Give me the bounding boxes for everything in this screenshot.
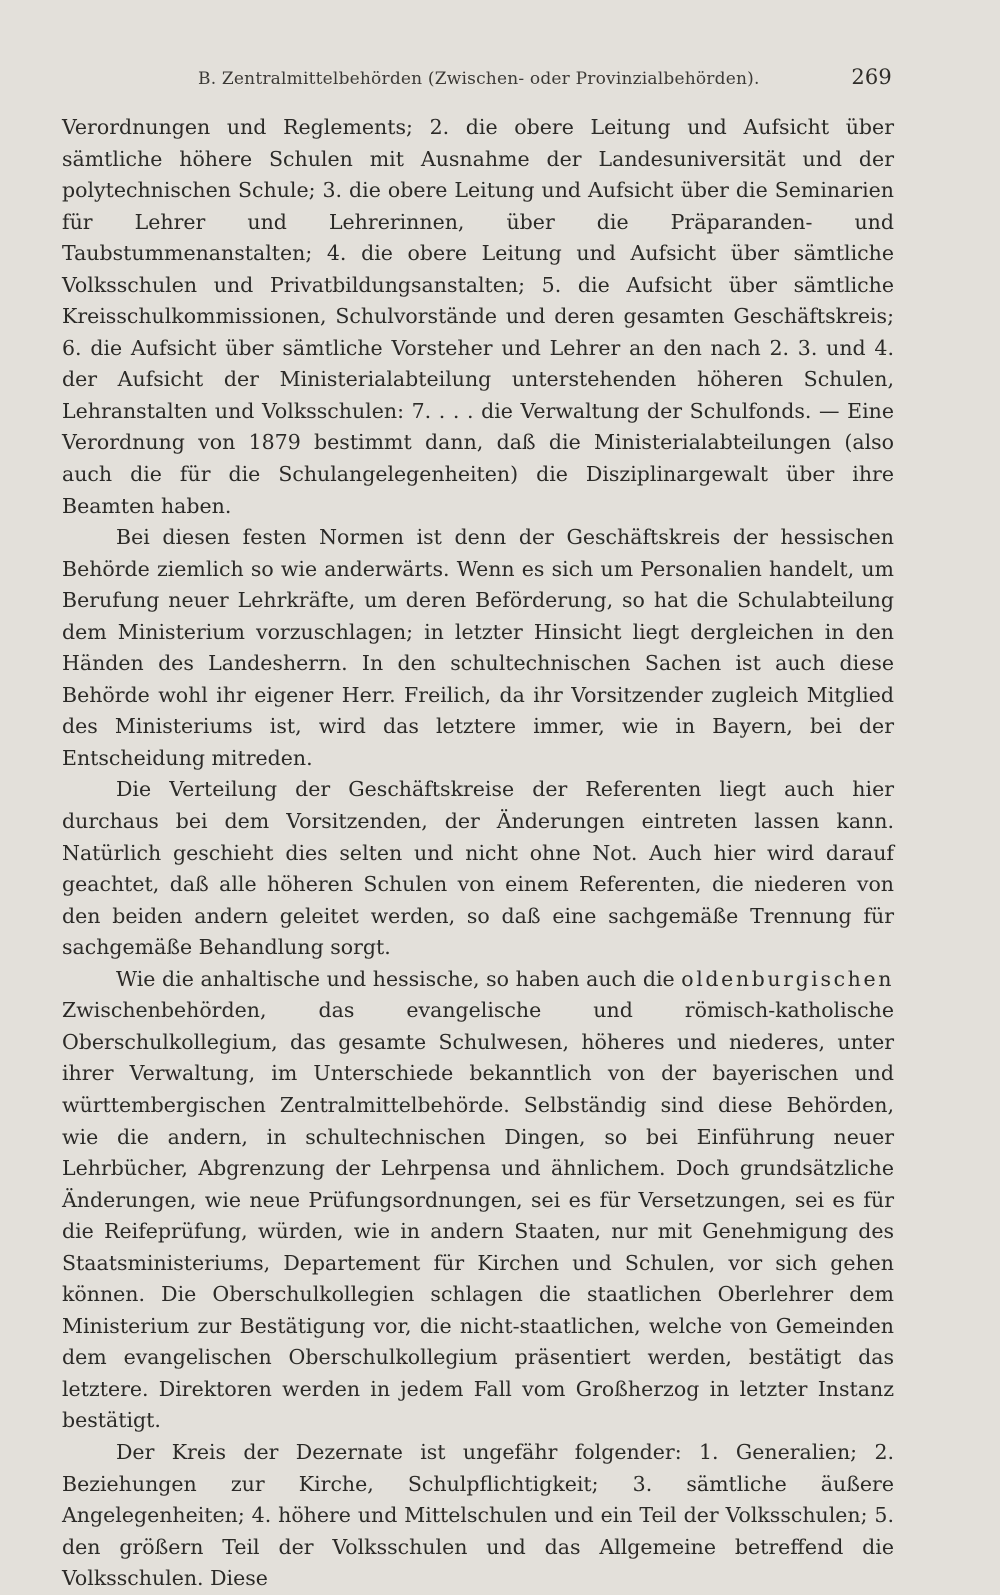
paragraph-3: Die Verteilung der Geschäftskreise der Referenten liegt auch hier durchaus bei dem Vorsitzenden, der Änderungen eintreten lassen kann. Natürlich geschieht dies selten und nicht ohne Not. Auch hier wird darauf geachtet, daß alle höheren Schulen von einem Referenten, die niederen von den beiden andern geleitet werden, so daß eine sachgemäße Trennung für sachgemäße Behandlung sorgt. [62, 777, 894, 960]
paragraph-1: Verordnungen und Reglements; 2. die obere Leitung und Aufsicht über sämtliche höhere Schulen mit Ausnahme der Landesuniversität und der polytechnischen Schule; 3. die obere Leitung und Aufsicht über die Seminarien für Lehrer und Lehrerinnen, über die Präparanden- und Taubstummenanstalten; 4. die obere Leitung und Aufsicht über sämtliche Volksschulen und Privatbildungsanstalten; 5. die Aufsicht über sämtliche Kreisschulkommissionen, Schulvorstände und deren gesamten Geschäftskreis; 6. die Aufsicht über sämtliche Vorsteher und Lehrer an den nach 2. 3. und 4. der Aufsicht der Ministerialabteilung unterstehenden höheren Schulen, Lehranstalten und Volksschulen: 7. . . . die Verwaltung der Schulfonds. — Eine Verordnung von 1879 bestimmt dann, daß die Ministerialabteilungen (also auch die für die Schulangelegenheiten) die Disziplinargewalt über ihre Beamten haben. [62, 115, 894, 518]
main-text [62, 112, 894, 1591]
running-header [198, 66, 892, 92]
page-number: 269 [851, 65, 892, 89]
paragraph-4 [62, 964, 894, 1437]
paragraph-4-spaced-emphasis: oldenburgischen [681, 966, 894, 991]
running-header-title: B. Zentralmittelbehörden (Zwischen- oder Provinzialbehörden). [198, 69, 760, 89]
paragraph-2: Bei diesen festen Normen ist denn der Geschäftskreis der hessischen Behörde ziemlich so wie anderwärts. Wenn es sich um Personalien handelt, um Berufung neuer Lehrkräfte, um deren Beförderung, so hat die Schulabteilung dem Ministerium vorzuschlagen; in letzter Hinsicht liegt dergleichen in den Händen des Landesherrn. In den schultechnischen Sachen ist auch diese Behörde wohl ihr eigener Herr. Freilich, da ihr Vorsitzender zugleich Mitglied des Ministeriums ist, wird das letztere immer, wie in Bayern, bei der Entscheidung mitreden. [62, 525, 894, 770]
paragraph-4-text-before: Wie die anhaltische und hessische, so haben auch die [116, 966, 682, 991]
paragraph-4-text-after: Zwischenbehörden, das evangelische und römisch-katholische Oberschulkollegium, das gesamte Schulwesen, höheres und niederes, unter ihrer Verwaltung, im Unterschiede bekanntlich von der bayerischen und württembergischen Zentralmittelbehörde. Selbständig sind diese Behörden, wie die andern, in schultechnischen Dingen, so bei Einführung neuer Lehrbücher, Abgrenzung der Lehrpensa und ähnlichem. Doch grundsätzliche Änderungen, wie neue Prüfungsordnungen, sei es für Versetzungen, sei es für die Reifeprüfung, würden, wie in andern Staaten, nur mit Genehmigung des Staatsministeriums, Departement für Kirchen und Schulen, vor sich gehen können. Die Oberschulkollegien schlagen die staatlichen Oberlehrer dem Ministerium zur Bestätigung vor, die nicht-staatlichen, welche von Gemeinden dem evangelischen Oberschulkollegium präsentiert werden, bestätigt das letztere. Direktoren werden in jedem Fall vom Großherzog in letzter Instanz bestätigt. [62, 998, 894, 1433]
paragraph-5: Der Kreis der Dezernate ist ungefähr folgender: 1. Generalien; 2. Beziehungen zur Kirche, Schulpflichtigkeit; 3. sämtliche äußere Angelegenheiten; 4. höhere und Mittelschulen und ein Teil der Volksschulen; 5. den größern Teil der Volksschulen und das Allgemeine betreffend die Volksschulen. Diese [62, 1439, 894, 1591]
